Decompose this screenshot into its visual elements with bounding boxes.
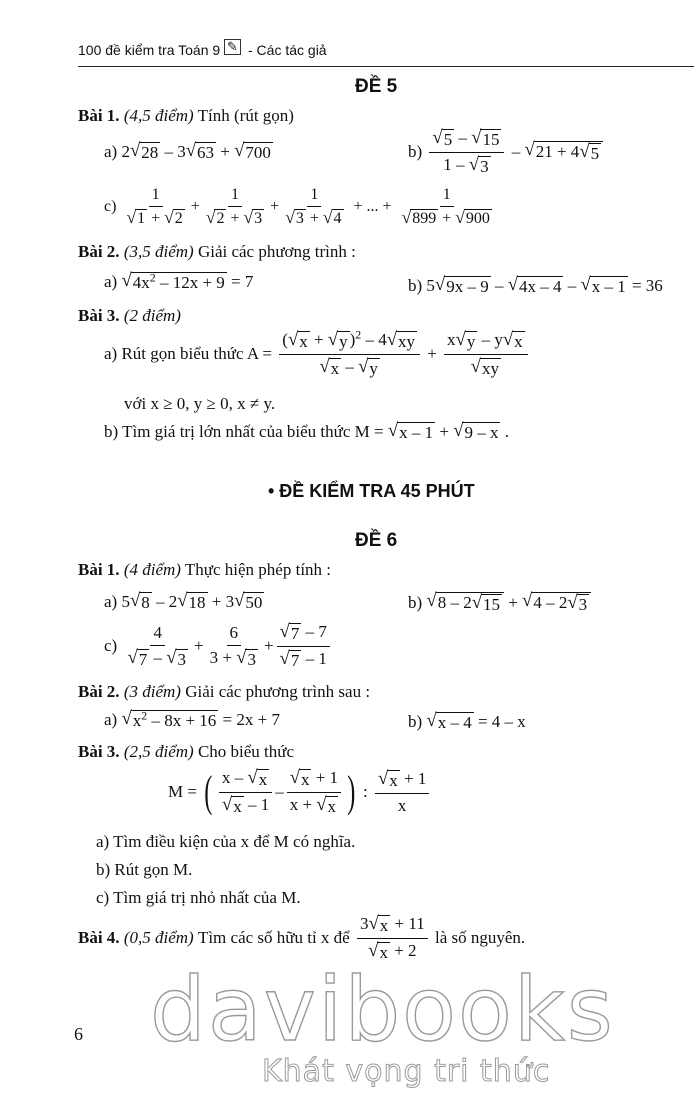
header-authors: - Các tác giả [248,42,327,58]
section-title: • ĐỀ KIỂM TRA 45 PHÚT [268,481,475,501]
de6-bai4: Bài 4. (0,5 điểm) Tìm các số hữu tỉ x để 3 √ x + 11 √ x + 2 là số nguyên. [78,913,526,962]
de6-bai1-b: b) √ 8 – 2 √ 15 + √ 4 – 2 √ 3 [408,592,591,615]
de6-bai3-heading: Bài 3. (2,5 điểm) Cho biểu thức [78,742,295,761]
watermark-brand: davibooks [150,958,615,1061]
de5-bai1-b: b) √ 5 – √ 15 1 – √ 3 – √ 21 + 4 √ 5 [408,128,603,176]
de5-bai1-c: c) 1 √ 1 + √ 2 + 1 √ 2 + √ 3 + 1 √ 3 + √ 4 + ... + 1 √ 899 + √ 900 [104,186,490,228]
de5-bai1-heading: Bài 1. (4,5 điểm) Tính (rút gọn) [78,106,294,125]
de5-title: ĐỀ 5 [355,76,398,97]
de6-title: ĐỀ 6 [355,530,398,551]
de6-bai2-heading: Bài 2. (3 điểm) Giải các phương trình sau : [78,682,371,701]
de5-bai1-a: a) 2 √ 28 – 3 √ 63 + √ 700 [104,140,271,162]
de6-bai3-a: a) Tìm điều kiện của x để M có nghĩa. [96,832,356,851]
de6-bai1-c: c) 4 √ 7 – √ 3 + 6 3 + √ 3 + √ 7 – 7 √ 7 – 1 [104,622,333,670]
header-title: 100 đề kiểm tra Toán 9 [78,42,221,58]
de6-bai1-a: a) 5 √ 8 – 2 √ 18 + 3 √ 50 [104,590,263,612]
watermark-slogan: Khát vọng tri thức [262,1054,551,1089]
running-header [78,36,694,67]
de6-bai2-a: a) √ $x^2 - 8x + 16$ = 2x + 7 [104,708,280,730]
de6-bai1-heading: Bài 1. (4 điểm) Thực hiện phép tính : [78,560,332,579]
de5-bai3-b: b) Tìm giá trị lớn nhất của biểu thức M = √ x – 1 + √ 9 – x . [104,420,509,442]
de6-bai3-c: c) Tìm giá trị nhỏ nhất của M. [96,888,301,907]
de5-bai3-heading: Bài 3. (2 điểm) [78,306,181,325]
page-number: 6 [74,1024,83,1044]
de6-bai2-b: b) √ x – 4 = 4 – x [408,710,526,732]
de6-bai3-b: b) Rút gọn M. [96,860,193,879]
de5-bai3-a: a) Rút gọn biểu thức A = ( √ x + √ y )$^2$ – 4 √ xy √ x – √ y + x √ y – y √ x √ xy [104,330,531,378]
logo-icon: ✎ [224,39,241,55]
de5-bai2-a: a) √ $4x^2 - 12x + 9$ = 7 [104,270,254,292]
de5-bai2-b: b) 5 √ 9x – 9 – √ 4x – 4 – √ x – 1 = 36 [408,274,663,296]
de5-bai3-condition: với x ≥ 0, y ≥ 0, x ≠ y. [124,394,276,413]
de5-bai2-heading: Bài 2. (3,5 điểm) Giải các phương trình : [78,242,356,261]
de6-bai3-expression: M = ( x – √ x √ x – 1 – √ x + 1 x + √ x ) : √ x + 1 x [168,768,432,816]
